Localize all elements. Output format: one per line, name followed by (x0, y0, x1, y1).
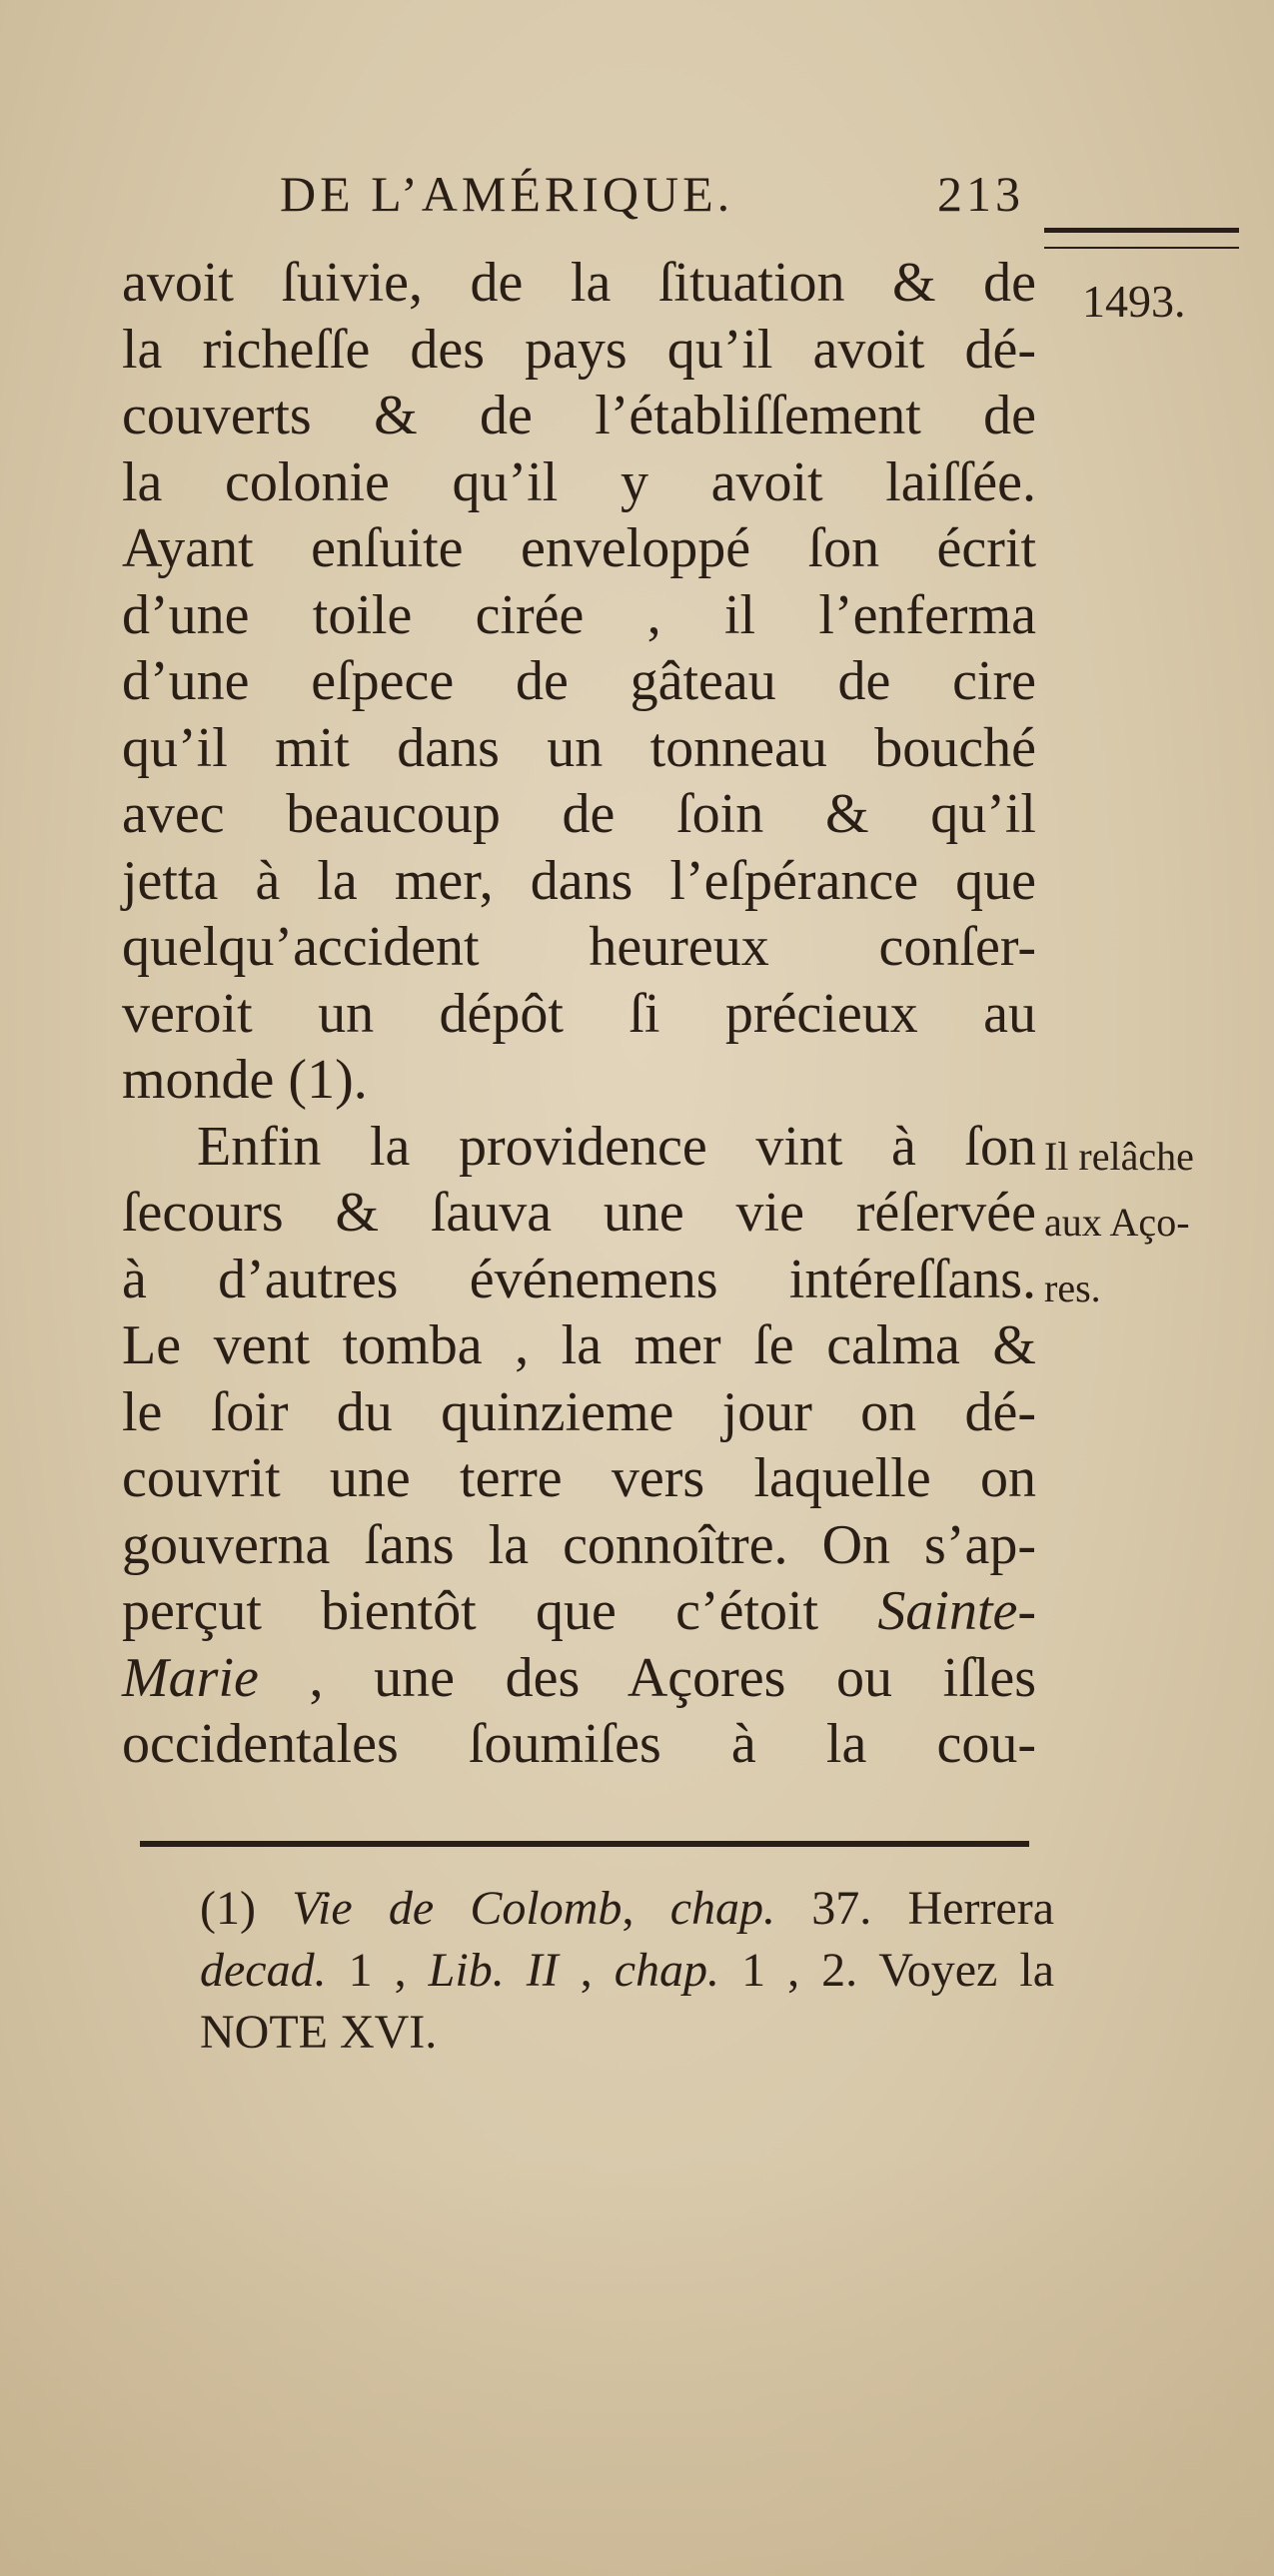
footnote-marker: (1) (200, 1882, 256, 1935)
footnote-decad-num: 1 , (326, 1944, 429, 1997)
text-line: d’une toile cirée , il l’enferma (122, 583, 1036, 646)
text-line: avoit ſuivie, de la ſituation & de (122, 252, 1036, 314)
text-line: occidentales ſoumiſes à la cou- (122, 1713, 1036, 1775)
text-line: le ſoir du quinzieme jour on dé- (122, 1380, 1036, 1443)
footnote-chap: chap. (669, 1882, 775, 1935)
text-line: Ayant enſuite enveloppé ſon écrit (122, 517, 1036, 579)
place-name-italic: Sainte- (877, 1580, 1037, 1642)
footnote-decad: decad. (200, 1944, 327, 1997)
footnote-sep: , (622, 1882, 670, 1935)
text-line: qu’il mit dans un tonneau bouché (122, 716, 1036, 779)
text-line (122, 1645, 1036, 1712)
text-fragment: , une des Açores ou iſles (309, 1646, 1036, 1709)
footnote-line (200, 1878, 1054, 1940)
footnote (200, 1878, 1054, 2064)
margin-rule (1044, 228, 1239, 249)
marginal-note-line: Il relâche (1044, 1134, 1194, 1179)
text-line: veroit un dépôt ſi précieux au (122, 982, 1036, 1045)
footnote-line (200, 1940, 1054, 2002)
text-line: quelqu’accident heureux conſer- (122, 916, 1036, 978)
footnote-source: Vie de Colomb (292, 1882, 623, 1935)
page-number: 213 (937, 166, 1024, 222)
margin-year: 1493. (1082, 276, 1186, 327)
text-line: jetta à la mer, dans l’eſpérance que (122, 849, 1036, 912)
marginal-note-line: aux Aço- (1044, 1200, 1190, 1245)
text-line: monde (1). (122, 1049, 368, 1111)
running-header (280, 165, 1039, 235)
text-line: Enfin la providence vint à ſon (197, 1115, 1036, 1178)
text-line: couvrit une terre vers laquelle on (122, 1447, 1036, 1509)
footnote-rule (140, 1841, 1029, 1847)
text-line: gouverna ſans la connoître. On s’ap- (122, 1513, 1036, 1576)
text-line: Le vent tomba , la mer ſe calma & (122, 1314, 1036, 1376)
footnote-chap2-num: 1 , 2. Voyez la (719, 1944, 1055, 1997)
text-line (122, 1578, 1036, 1645)
footnote-sep: , (558, 1944, 615, 1997)
text-line: avec beaucoup de ſoin & qu’il (122, 783, 1036, 845)
main-text (122, 250, 1036, 1778)
text-line: couverts & de l’établiſſement de (122, 385, 1036, 446)
marginal-note (1044, 1124, 1194, 1321)
text-line: ſecours & ſauva une vie réſervée (122, 1182, 1036, 1244)
text-fragment: perçut bientôt que c’étoit (122, 1580, 819, 1642)
footnote-lib: Lib. II (428, 1944, 559, 1997)
text-line: la colonie qu’il y avoit laiſſée. (122, 450, 1036, 513)
text-line: la richeſſe des pays qu’il avoit dé- (122, 318, 1036, 381)
footnote-note-ref: NOTE XVI. (200, 2006, 438, 2059)
text-line: d’une eſpece de gâteau de cire (122, 650, 1036, 712)
marginal-note-line: res. (1044, 1266, 1101, 1310)
footnote-chap2: chap. (614, 1944, 720, 1997)
place-name-italic: Marie (122, 1646, 259, 1709)
running-title: DE L’AMÉRIQUE. (280, 166, 734, 222)
footnote-chap-num: 37. Herrera (775, 1882, 1055, 1935)
text-line: à d’autres événemens intéreſſans. (122, 1248, 1036, 1310)
